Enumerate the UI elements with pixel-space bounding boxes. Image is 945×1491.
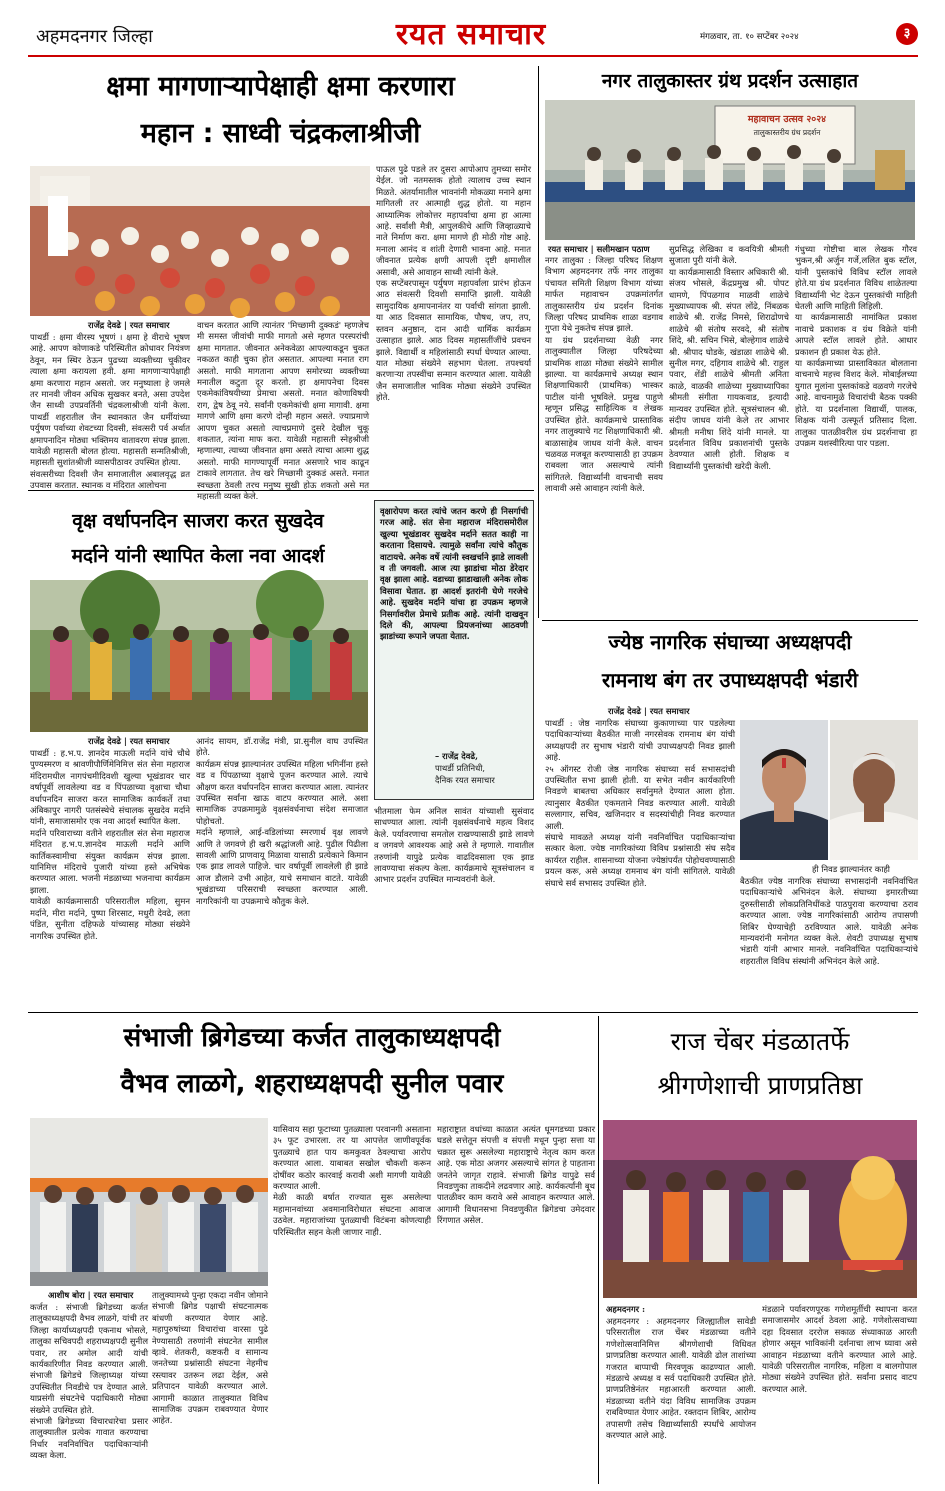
h-rule-a1: [28, 490, 534, 491]
a4-byline: राजेंद्र देवढे | रयत समाचार: [608, 706, 690, 716]
masthead: [0, 0, 945, 62]
opinion-box-text: वृक्षारोपण करत त्यांचे जतन करणे ही निसर्गाची गरज आहे. संत सेना महाराज मंदिरासमोरील खुल्या भूखंडावर सुखदेव मर्दाने सतत काही ना करताना दिसायचे. त्यामुळे सर्वांना त्यांचे कौतुक वाटायचे. अनेक वर्षे त्यांनी स्वखर्चाने झाडे लावली व ती जगवली. आज त्या झाडांचा मोठा डेरेदार वृक्ष झाला आहे. वडाच्या झाडाखाली अनेक लोक विसावा घेतात. हा आदर्श इतरांनी घेणे गरजेचे आहे. सुखदेव मर्दाने यांचा हा उपक्रम म्हणजे निसर्गावरील प्रेमाचे प्रतीक आहे. त्यांनी दाखवून दिले की, आपल्या प्रियजनांच्या आठवणी झाडांच्या रूपाने जपता येतात.: [380, 506, 528, 642]
a2-byline: रयत समाचार | सलीमखान पठाण: [548, 244, 650, 254]
a3-headline-line2: मर्दाने यांनी स्थापित केला नवा आदर्श: [71, 545, 325, 567]
issue-date: मंगळवार, ता. १० सप्टेंबर २०२४: [700, 32, 799, 42]
a2-col1: नगर तालुका : जिल्हा परिषद शिक्षण विभाग अहमदनगर तर्फे नगर तालुका पंचायत समिती शिक्षण विभाग यांच्या मार्फत महावाचन उपक्रमांतर्गत तालुकास्तरीय ग्रंथ प्रदर्शन दिनांक जिल्हा परिषद प्राथमिक शाळा वडगाव गुप्ता येथे नुकतेच संपन्न झाले. या ग्रंथ प्रदर्शनाच्या वेळी नगर तालुक्यातील जिल्हा परिषदेच्या प्राथमिक शाळा मोठ्या संख्येने सामील झाल्या. या कार्यक्रमाचे अध्यक्ष स्थान शिक्षणाधिकारी (प्राथमिक) भास्कर पाटील यांनी भूषविले. प्रमुख पाहुणे म्हणून प्रसिद्ध साहित्यिक व लेखक उपस्थित होते. कार्यक्रमाचे प्रास्ताविक नगर तालुक्याचे गट शिक्षणाधिकारी श्री. बाळासाहेब जाधव यांनी केले. वाचन चळवळ मजबूत करण्यासाठी हा उपक्रम राबवला जात असल्याचे त्यांनी सांगितले. विद्यार्थ्यांनी वाचनाची सवय लावावी असे आवाहन त्यांनी केले.: [545, 255, 663, 494]
a3-col2: आनंद सायम, डॉ.राजेंद्र मंत्री, प्रा.सुनील वाघ उपस्थित होते. कार्यक्रम संपन्न झाल्यानंतर उपस्थित महिला भगिनींना हस्ते वड व पिंपळाच्या वृक्षाचे पूजन करण्यात आले. त्याचे औक्षण करत वर्धापनदिन साजरा करण्यात आला. त्यानंतर उपस्थित सर्वांना खाऊ वाटप करण्यात आले. अशा सामाजिक उपक्रमामुळे वृक्षसंवर्धनाचा संदेश समाजात पोहोचतो. मर्दाने म्हणाले, आई-वडिलांच्या स्मरणार्थ वृक्ष लावणे आणि ते जगवणे ही खरी श्रद्धांजली आहे. पुढील पिढीला सावली आणि प्राणवायू मिळावा यासाठी प्रत्येकाने किमान एक झाड लावले पाहिजे. चार वर्षापूर्वी लावलेली ही झाडे आज डौलाने उभी आहेत, याचे समाधान वाटते. यावेळी भूखंडाच्या परिसराची स्वच्छता करण्यात आली. नागरिकांनी या उपक्रमाचे कौतुक केले.: [196, 736, 368, 906]
a4-col2: बैठकीत ज्येष्ठ नागरिक संघाच्या सभासदांनी नवनिर्वाचित पदाधिकाऱ्यांचे अभिनंदन केले. संघाच्या इमारतीच्या दुरुस्तीसाठी लोकप्रतिनिधींकडे पाठपुरावा करण्याचा ठराव करण्यात आला. ज्येष्ठ नागरिकांसाठी आरोग्य तपासणी शिबिर घेण्याचेही ठरविण्यात आले. यावेळी अनेक मान्यवरांनी मनोगत व्यक्त केले. शेवटी उपाध्यक्ष सुभाष भंडारी यांनी आभार मानले. नवनिर्वाचित पदाधिकाऱ्यांचे शहरातील विविध संस्थांनी अभिनंदन केले आहे.: [740, 876, 918, 966]
a1-headline-line1: क्षमा मागणाऱ्यापेक्षाही क्षमा करणारा: [106, 71, 455, 102]
a3-headline-line1: वृक्ष वर्धापनदिन साजरा करत सुखदेव: [72, 510, 324, 532]
a2-col3: गंधुच्या गोष्टीचा बाल लेखक गौरव भुकन,श्री अर्जुन गर्जे,ललित बुक स्टॉल, यांनी पुस्तकांचे विविध स्टॉल लावले होते.या ग्रंथ प्रदर्शनात विविध शाळेतल्या विद्यार्थ्यांनी भेट देऊन पुस्तकांची माहिती घेतली आणि माहिती लिहिली. या कार्यक्रमासाठी नामांकित प्रकाश नावाचे प्रकाशक व ग्रंथ विक्रेते यांनी आपले स्टॉल लावले होते. आधार प्रकाशन ही प्रकाश येऊ होते. या कार्यक्रमाच्या प्रास्ताविकात बोलताना वाचनाचे महत्त्व विशद केले. मोबाईलच्या युगात मुलांना पुस्तकांकडे वळवणे गरजेचे आहे. वाचनामुळे विचारांची बैठक पक्की होते. या प्रदर्शनाला विद्यार्थी, पालक, शिक्षक यांनी उत्स्फूर्त प्रतिसाद दिला. तालुका पातळीवरील ग्रंथ प्रदर्शनाचा हा उपक्रम यशस्वीरित्या पार पडला.: [795, 244, 917, 448]
a4-headline-line2: रामनाथ बंग तर उपाध्यक्षपदी भंडारी: [602, 668, 858, 692]
a5-col4: महाराष्ट्रात वधांच्या काळात अत्यंत धूमगडच्या प्रकार घडले सत्तेतून संपत्ती व संपत्ती मधून पुन्हा सत्ता या चक्रात सुरू असलेल्या महाराष्ट्राचे नेतृत्व काम करत आहे. एक मोठा अजगर असल्याचे सांगत हे पाहताना जनतेने जागृत राहावे. संभाजी ब्रिगेड यापुढे सर्व निवडणुका ताकदीने लढवणार आहे. कार्यकर्त्यांनी बूथ पातळीवर काम करावे असे आवाहन करण्यात आले. आगामी विधानसभा निवडणुकीत ब्रिगेडचा उमेदवार रिंगणात असेल.: [437, 1124, 595, 1226]
opinion-box: [374, 500, 534, 800]
a5-headline-line1: संभाजी ब्रिगेडच्या कर्जत तालुकाध्यक्षपदी: [123, 1023, 501, 1053]
a1-col1: पाथर्डी : क्षमा वीरस्य भूषणं । क्षमा हे वीराचे भूषण आहे. आपण कोणाकडे परिस्थितीत क्रोधावर नियंत्रण ठेवून, मन स्थिर ठेऊन पुढच्या व्यक्तीच्या चुकीवर त्याला क्षमा करायला हवी. क्षमा मागणाऱ्यापेक्षाही क्षमा करणारा महान असतो. जर मनुष्याला हे जमले तर मानवी जीवन अधिक सुखकर बनते, असा उपदेश जैन साध्वी उपप्रवर्तिनी चंद्रकलाश्रीजी यांनी केला. पाथर्डी शहरातील जैन स्थानकात जैन धर्मीयांच्या पर्युषण पर्वाच्या शेवटच्या दिवसी, संवत्सरी पर्व अर्थात क्षमापनादिन मोठ्या भक्तिमय वातावरण संपन्न झाला. यावेळी महासती बोलत होत्या. महासती सन्मतिश्रीजी, महासती सुशांतश्रीजी व्यासपीठावर उपस्थित होत्या. संवत्सरीच्या दिवशी जैन समाजातील अबालवृद्ध व्रत उपवास करतात. स्थानक व मंदिरात आलोचना: [30, 332, 190, 491]
a2-col2: सुप्रसिद्ध लेखिका व कवयित्री श्रीमती सुजाता पुरी यांनी केले. या कार्यक्रमासाठी विस्तार अधिकारी श्री. संजय भोसले, केंद्रप्रमुख श्री. पोपट धामणे, पिंपळगाव माळवी शाळेचे मुख्याध्यापक श्री. संपत लोंढे, निंबळक शाळेचे श्री. राजेंद्र निमसे, शिराढोणचे शाळेचे श्री संतोष सरवदे, श्री संतोष शिंदे, श्री. सचिन भिसे, बोल्हेगाव शाळेचे श्री. श्रीपाद घोडके, खंडाळा शाळेचे श्री. सुनील मगर, दहिगाव शाळेचे श्री. राहुल पवार, शेंडी शाळेचे श्रीमती अनिता काळे, वाळकी शाळेच्या मुख्याध्यापिका श्रीमती संगीता गायकवाड, इत्यादी मान्यवर उपस्थित होते. सूत्रसंचालन श्री. संदीप जाधव यांनी केले तर आभार श्रीमती मनीषा शिंदे यांनी मानले. या प्रदर्शनात विविध प्रकाशनांची पुस्तके ठेवण्यात आली होती. शिक्षक व विद्यार्थ्यांनी पुस्तकांची खरेदी केली.: [669, 244, 789, 471]
a5-headline-line2: वैभव लाळगे, शहराध्यक्षपदी सुनील पवार: [120, 1069, 504, 1099]
a3-photo-tree-anniversary: [30, 580, 368, 732]
a3-byline: राजेंद्र देवढे | रयत समाचार: [88, 736, 170, 746]
a1-col2: वाचन करतात आणि त्यानंतर 'मिच्छामी दुक्कडं' म्हणजेच मी समस्त जीवांची माफी मागतो असे म्हणत परस्परांची क्षमा मागतात. जीवनात अनेकवेळा आपल्याकडून चुकत नकळत काही चुका होत असतात. आपल्या मनात राग असतो. माफी मागताना आपण समोरच्या व्यक्तीच्या मनातील कटुता दूर करतो. हा क्षमापनेचा दिवस एकमेकांविषयीच्या प्रेमाचा असतो. मनात कोणाविषयी राग, द्वेष ठेवू नये. सर्वांनी एकमेकांची क्षमा मागावी. क्षमा मागणे आणि क्षमा करणे दोन्ही महान असते. ज्याप्रमाणे आपण चुकत असतो त्याचप्रमाणे दुसरे देखील चुकू शकतात, त्यांना माफ करा. यावेळी महासती स्नेहश्रीजी म्हणाल्या, त्याच्या जीवनात क्षमा असते त्याचा आत्मा शुद्ध असतो. माफी मागण्यापूर्वी मनात असणारे भाव काढून टाकावे लागतात. तेच खरे मिच्छामी दुक्कडं असते. मनात स्वच्छता ठेवली तरच मनुष्य सुखी होऊ शकतो असे मत महासती व्यक्त केले.: [197, 320, 369, 502]
a1-photo-gathering: [30, 166, 370, 316]
a4-col1: पाथर्डी : जेष्ठ नागरिक संघाच्या कुकाणाच्या पार पडलेल्या पदाधिकाऱ्यांच्या बैठकीत माजी नगरसेवक रामनाथ बंग यांची अध्यक्षपदी तर सुभाष भंडारी यांची उपाध्यक्षपदी निवड झाली आहे. २५ ऑगस्ट रोजी जेष्ठ नागरिक संघाच्या सर्व सभासदांची उपस्थितीत सभा झाली होती. या सभेत नवीन कार्यकारिणी निवडणे बाबतचा अधिकार सर्वानुमते देण्यात आला होता. त्यानुसार बैठकीत एकमताने निवड करण्यात आली. यावेळी सल्लागार, सचिव, खजिनदार व सदस्यांचीही निवड करण्यात आली. संघाचे मावळते अध्यक्ष यांनी नवनिर्वाचित पदाधिकाऱ्यांचा सत्कार केला. ज्येष्ठ नागरिकांच्या विविध प्रश्नांसाठी संघ सदैव कार्यरत राहील. शासनाच्या योजना ज्येष्ठांपर्यंत पोहोचवण्यासाठी प्रयत्न करू, असे अध्यक्ष रामनाथ बंग यांनी सांगितले. यावेळी संघाचे सर्व सभासद उपस्थित होते.: [545, 718, 735, 888]
a6-col2: मंडळाने पर्यावरणपूरक गणेशमूर्तीची स्थापना करत समाजासमोर आदर्श ठेवला आहे. गणेशोत्सवाच्या दहा दिवसात दररोज सकाळ संध्याकाळ आरती होणार असून भाविकांनी दर्शनाचा लाभ घ्यावा असे आवाहन मंडळाच्या वतीने करण्यात आले आहे. यावेळी परिसरातील नागरिक, महिला व बालगोपाल मोठ्या संख्येने उपस्थित होते. सर्वांना प्रसाद वाटप करण्यात आले.: [762, 1304, 917, 1394]
a2-banner-title: महावाचन उत्सव २०२४: [747, 114, 827, 125]
a2-photo-exhibition: [545, 100, 915, 240]
a5-col1: कर्जत : संभाजी ब्रिगेडच्या कर्जत तालुकाध्यक्षपदी वैभव लाळगे, यांची तर जिल्हा कार्याध्यक्षपदी एकनाथ भोसले, तालुका सचिवपदी शहराध्यक्षपदी सुनील पवार, तर अमोल आदी यांची कार्यकारिणीत निवड करण्यात आली. संभाजी ब्रिगेडचे जिल्हाध्यक्ष यांच्या उपस्थितीत निवडीचे पत्र देण्यात आले. याप्रसंगी संघटनेचे पदाधिकारी मोठ्या संख्येने उपस्थित होते. संभाजी ब्रिगेडच्या विचारधारेचा प्रसार तालुक्यातील प्रत्येक गावात करण्याचा निर्धार नवनिर्वाचित पदाधिकाऱ्यांनी व्यक्त केला.: [30, 1302, 148, 1461]
a6-photo-ganesh-puja: [603, 1120, 917, 1298]
a3-col1: पाथर्डी : ह.भ.प. ज्ञानदेव माऊली मर्दाने यांचे चौथे पुण्यस्मरण व श्रावणीपौर्णिमेनिमित्त संत सेना महाराज मंदिरामधील नागपंचमीदिवशी खुल्या भूखंडावर चार वर्षापूर्वी लावलेल्या वड व पिंपळाच्या वृक्षाचा चौथा वर्धापनदिन साजरा करत सामाजिक कार्यकर्ते तथा अंबिकापुर नागरी पतसंस्थेचे संचालक सुखदेव मर्दाने यांनी, समाजासमोर एक नवा आदर्श स्थापित केला. मर्दाने परिवाराच्या वतीने शहरातील संत सेना महाराज मंदिरात ह.भ.प.ज्ञानदेव माऊली मर्दाने आणि कार्तिकस्वामीचा संयुक्त कार्यक्रम संपन्न झाला. यानिमित्त मंदिराचे पुजारी यांच्या हस्ते अभिषेक करण्यात आला. भजनी मंडळाच्या भजनाचा कार्यक्रम झाला. यावेळी कार्यक्रमासाठी परिसरातील महिला, सुमन मर्दाने, मीरा मर्दाने, पुष्पा शिरसाट, मधुरी देवढे, लता पंडित, सुनीता दहिफळे यांच्यासह मोठ्या संख्येने नागरिक उपस्थित होते.: [30, 748, 190, 941]
opinion-box-signature-paper: दैनिक रयत समाचार: [435, 775, 495, 785]
a5-photo-brigade-members: [30, 1118, 268, 1286]
a6-headline-line1: राज चेंबर मंडळातर्फे: [670, 1027, 850, 1056]
a4-photo-ramnath-bang: [740, 720, 828, 860]
a1-headline-line2: महान : साध्वी चंद्रकलाश्रीजी: [140, 118, 421, 149]
a4-photo-caption: ही निवड झाल्यानंतर काही: [812, 864, 890, 874]
a5-byline: आशीष बोरा | रयत समाचार: [48, 1290, 134, 1300]
a5-col2: तालुक्यामध्ये पुन्हा एकदा नवीन जोमाने संभाजी ब्रिगेड पक्षाची संघटनात्मक बांधणी करण्यात येणार आहे. महापुरुषांच्या विचारांचा वारसा पुढे नेण्यासाठी तरुणांनी संघटनेत सामील व्हावे. शेतकरी, कष्टकरी व सामान्य जनतेच्या प्रश्नांसाठी संघटना नेहमीच रस्त्यावर उतरून लढा देईल, असे प्रतिपादन यावेळी करण्यात आले. आगामी काळात तालुक्यात विविध सामाजिक उपक्रम राबवण्यात येणार आहेत.: [152, 1290, 268, 1426]
masthead-rule: [28, 55, 918, 57]
opinion-box-signature-name: – राजेंद्र देवढे,: [435, 751, 479, 761]
page-number: ३: [896, 23, 918, 45]
region-label: अहमदनगर जिल्हा: [36, 26, 153, 47]
v-rule-top: [538, 66, 539, 618]
opinion-box-signature-role: पाथर्डी प्रतिनिधी,: [435, 763, 486, 773]
a2-headline: नगर तालुकास्तर ग्रंथ प्रदर्शन उत्साहात: [601, 70, 859, 92]
h-rule-mid: [28, 1012, 918, 1013]
a2-banner-subtitle: तालुकास्तरीय ग्रंथ प्रदर्शन: [753, 128, 821, 137]
a6-byline: अहमदनगर :: [606, 1304, 646, 1314]
a1-col3: पाऊल पुढे पडले तर दुसरा आपोआप तुमच्या समोर येईल. जो नतमस्तक होतो त्यालाच उच्च स्थान मिळते. अंतर्यामातील भावनांनी मोकळ्या मनाने क्षमा मागितली तर आत्माही शुद्ध होतो. या महान आध्यात्मिक लोकोत्तर महापर्वाचा क्षमा हा आत्मा आहे. सर्वांशी मैत्री, आपुलकीचे आणि जिव्हाळ्याचे नाते निर्माण करा. क्षमा मागणे ही मोठी गोष्ट आहे. मनाला आनंद व शांती देणारी भावना आहे. मनात जीवनात प्रत्येक क्षणी आपली दृष्टी क्षमाशील असावी, असे आवाहन साध्वी त्यांनी केले. एक सप्टेंबरपासून पर्युषण महापर्वाला प्रारंभ होऊन आठ संवत्सरी दिवशी समाप्ति झाली. यावेळी सामुदायिक क्षमापनानंतर या पर्वाची सांगता झाली. या आठ दिवसात सामायिक, पौषध, जप, तप, स्तवन अनुष्ठान, दान आदी धार्मिक कार्यक्रम उत्साहात झाले. आठ दिवस महासतींजींचे प्रवचन झाले. विद्यार्थी व महिलांसाठी स्पर्धा घेण्यात आल्या. यात मोठ्या संख्येने सहभाग घेतला. तपश्चर्या करणाऱ्या तपस्वींचा सन्मान करण्यात आला. यावेळी जैन समाजातील भाविक मोठ्या संख्येने उपस्थित होते.: [376, 164, 531, 403]
h-rule-a2: [542, 620, 918, 621]
a4-headline-line1: ज्येष्ठ नागरिक संघाच्या अध्यक्षपदी: [608, 630, 852, 654]
a4-photo-subhash-bhandari: [830, 720, 918, 860]
a6-col1: अहमदनगर : अहमदनगर जिल्ह्यातील सावेडी परिसरातील राज चेंबर मंडळाच्या वतीने गणेशोत्सवानिमित्त श्रीगणेशाची विधिवत प्राणप्रतिष्ठा करण्यात आली. यावेळी ढोल ताशांच्या गजरात बाप्पाची मिरवणूक काढण्यात आली. मंडळाचे अध्यक्ष व सर्व पदाधिकारी उपस्थित होते. प्राणप्रतिष्ठेनंतर महाआरती करण्यात आली. मंडळाच्या वतीने यंदा विविध सामाजिक उपक्रम राबविण्यात येणार आहेत. रक्तदान शिबिर, आरोग्य तपासणी तसेच विद्यार्थ्यांसाठी स्पर्धांचे आयोजन करण्यात आले आहे.: [606, 1316, 756, 1441]
a1-byline: राजेंद्र देवढे | रयत समाचार: [88, 320, 170, 330]
brand-logo: रयत समाचार: [395, 17, 547, 52]
v-rule-bottom: [598, 1016, 599, 1484]
a6-headline-line2: श्रीगणेशाची प्राणप्रतिष्ठा: [657, 1071, 863, 1100]
a5-col3: यासिवाय सहा फूटाच्या पुतळ्याला परवानगी असताना ३५ फूट उभारला. तर या आपत्तेत जाणीवपूर्वक पुतळ्याचे हात पाय कमकुवत ठेवल्याचा आरोप करण्यात आला. याबाबत सखोल चौकशी करून दोषींवर कठोर कारवाई करावी अशी मागणी यावेळी करण्यात आली. मेळी काळी बर्षात राज्यात सुरू असलेल्या महामानवांच्या अवमानाविरोधात संघटना आवाज उठवेल. महाराजांच्या पुतळ्याची विटंबना कोणत्याही परिस्थितीत सहन केली जाणार नाही.: [273, 1124, 431, 1237]
a3-col3: भीतमाला फेम अनिल सावंत यांच्याशी सुसंवाद साधण्यात आला. त्यांनी वृक्षसंवर्धनाचे महत्व विशद केले. पर्यावरणाचा समतोल राखण्यासाठी झाडे लावणे व जगवणे आवश्यक आहे असे ते म्हणाले. गावातील तरुणांनी यापुढे प्रत्येक वाढदिवसाला एक झाड लावण्याचा संकल्प केला. कार्यक्रमाचे सूत्रसंचालन व आभार प्रदर्शन उपस्थित मान्यवरांनी केले.: [374, 806, 534, 885]
